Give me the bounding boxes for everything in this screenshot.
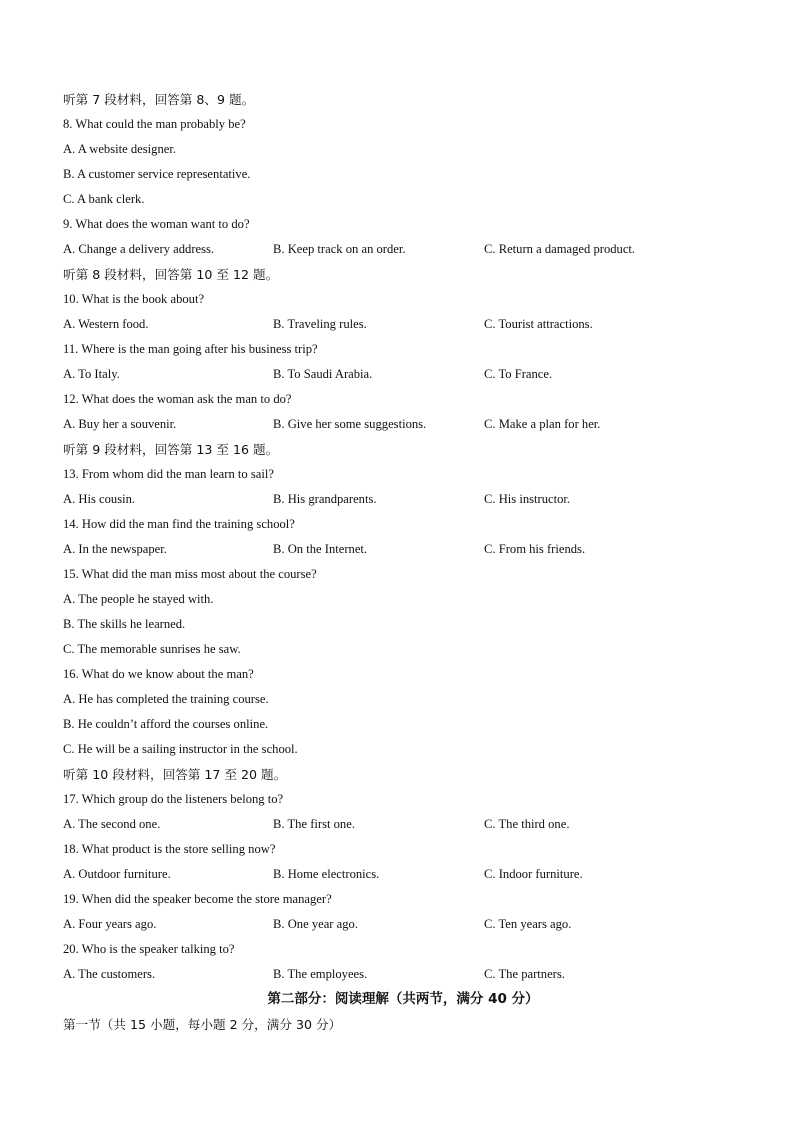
question-stem: 15. What did the man miss most about the course? xyxy=(63,567,317,581)
options-row xyxy=(63,737,743,762)
answer-option: B. Keep track on an order. xyxy=(273,242,406,256)
answer-option: A. Western food. xyxy=(63,317,149,331)
answer-option: C. Tourist attractions. xyxy=(484,317,593,331)
question-stem: 13. From whom did the man learn to sail? xyxy=(63,467,274,481)
instruction-line: 第一节（共 15 小题，每小题 2 分，满分 30 分） xyxy=(63,1017,342,1032)
question-stem: 8. What could the man probably be? xyxy=(63,117,246,131)
options-row xyxy=(63,637,743,662)
question-stem: 19. When did the speaker become the store manager? xyxy=(63,892,332,906)
options-row xyxy=(63,812,743,837)
answer-option: B. To Saudi Arabia. xyxy=(273,367,373,381)
answer-option: A. To Italy. xyxy=(63,367,120,381)
options-row xyxy=(63,237,743,262)
answer-option: A. Change a delivery address. xyxy=(63,242,215,256)
options-row xyxy=(63,687,743,712)
answer-option: B. A customer service representative. xyxy=(63,167,251,181)
answer-option: C. Return a damaged product. xyxy=(484,242,636,256)
question-stem: 11. Where is the man going after his business trip? xyxy=(63,342,318,356)
answer-option: C. His instructor. xyxy=(484,492,571,506)
question-stem: 14. How did the man find the training school? xyxy=(63,517,295,531)
answer-option: C. The partners. xyxy=(484,967,565,981)
section-title: 第二部分：阅读理解（共两节，满分 40 分） xyxy=(267,991,539,1007)
answer-option: B. The skills he learned. xyxy=(63,617,186,631)
answer-option: C. From his friends. xyxy=(484,542,586,556)
answer-option: B. Traveling rules. xyxy=(273,317,367,331)
answer-option: B. On the Internet. xyxy=(273,542,368,556)
exam-page xyxy=(63,87,743,1037)
answer-option: C. He will be a sailing instructor in the school. xyxy=(63,742,298,756)
instruction-line: 听第 7 段材料，回答第 8、9 题。 xyxy=(63,92,255,107)
question-stem: 18. What product is the store selling now? xyxy=(63,842,276,856)
options-row xyxy=(63,362,743,387)
answer-option: B. His grandparents. xyxy=(273,492,377,506)
options-row xyxy=(63,487,743,512)
options-row xyxy=(63,412,743,437)
answer-option: C. Indoor furniture. xyxy=(484,867,583,881)
answer-option: A. Four years ago. xyxy=(63,917,157,931)
options-row xyxy=(63,912,743,937)
options-row xyxy=(63,587,743,612)
answer-option: A. The second one. xyxy=(63,817,161,831)
question-stem: 16. What do we know about the man? xyxy=(63,667,254,681)
instruction-line: 听第 9 段材料，回答第 13 至 16 题。 xyxy=(63,442,279,457)
options-row xyxy=(63,537,743,562)
options-row xyxy=(63,712,743,737)
options-row xyxy=(63,162,743,187)
answer-option: A. A website designer. xyxy=(63,142,176,156)
answer-option: A. He has completed the training course. xyxy=(63,692,269,706)
options-row xyxy=(63,137,743,162)
question-stem: 17. Which group do the listeners belong to? xyxy=(63,792,284,806)
options-row xyxy=(63,862,743,887)
options-row xyxy=(63,187,743,212)
answer-option: B. Home electronics. xyxy=(273,867,380,881)
answer-option: A. His cousin. xyxy=(63,492,136,506)
options-row xyxy=(63,962,743,987)
answer-option: A. Buy her a souvenir. xyxy=(63,417,177,431)
answer-option: C. A bank clerk. xyxy=(63,192,145,206)
answer-option: C. The third one. xyxy=(484,817,570,831)
answer-option: B. The employees. xyxy=(273,967,368,981)
answer-option: B. Give her some suggestions. xyxy=(273,417,427,431)
answer-option: C. The memorable sunrises he saw. xyxy=(63,642,241,656)
question-stem: 20. Who is the speaker talking to? xyxy=(63,942,235,956)
options-row xyxy=(63,612,743,637)
instruction-line: 听第 8 段材料，回答第 10 至 12 题。 xyxy=(63,267,279,282)
answer-option: B. One year ago. xyxy=(273,917,358,931)
answer-option: C. Ten years ago. xyxy=(484,917,572,931)
answer-option: A. Outdoor furniture. xyxy=(63,867,171,881)
answer-option: B. The first one. xyxy=(273,817,355,831)
answer-option: A. The people he stayed with. xyxy=(63,592,214,606)
answer-option: C. To France. xyxy=(484,367,553,381)
answer-option: A. The customers. xyxy=(63,967,156,981)
answer-option: A. In the newspaper. xyxy=(63,542,167,556)
answer-option: C. Make a plan for her. xyxy=(484,417,601,431)
question-stem: 10. What is the book about? xyxy=(63,292,205,306)
instruction-line: 听第 10 段材料，回答第 17 至 20 题。 xyxy=(63,767,287,782)
options-row xyxy=(63,312,743,337)
question-stem: 12. What does the woman ask the man to do? xyxy=(63,392,292,406)
question-stem: 9. What does the woman want to do? xyxy=(63,217,250,231)
answer-option: B. He couldn’t afford the courses online. xyxy=(63,717,269,731)
